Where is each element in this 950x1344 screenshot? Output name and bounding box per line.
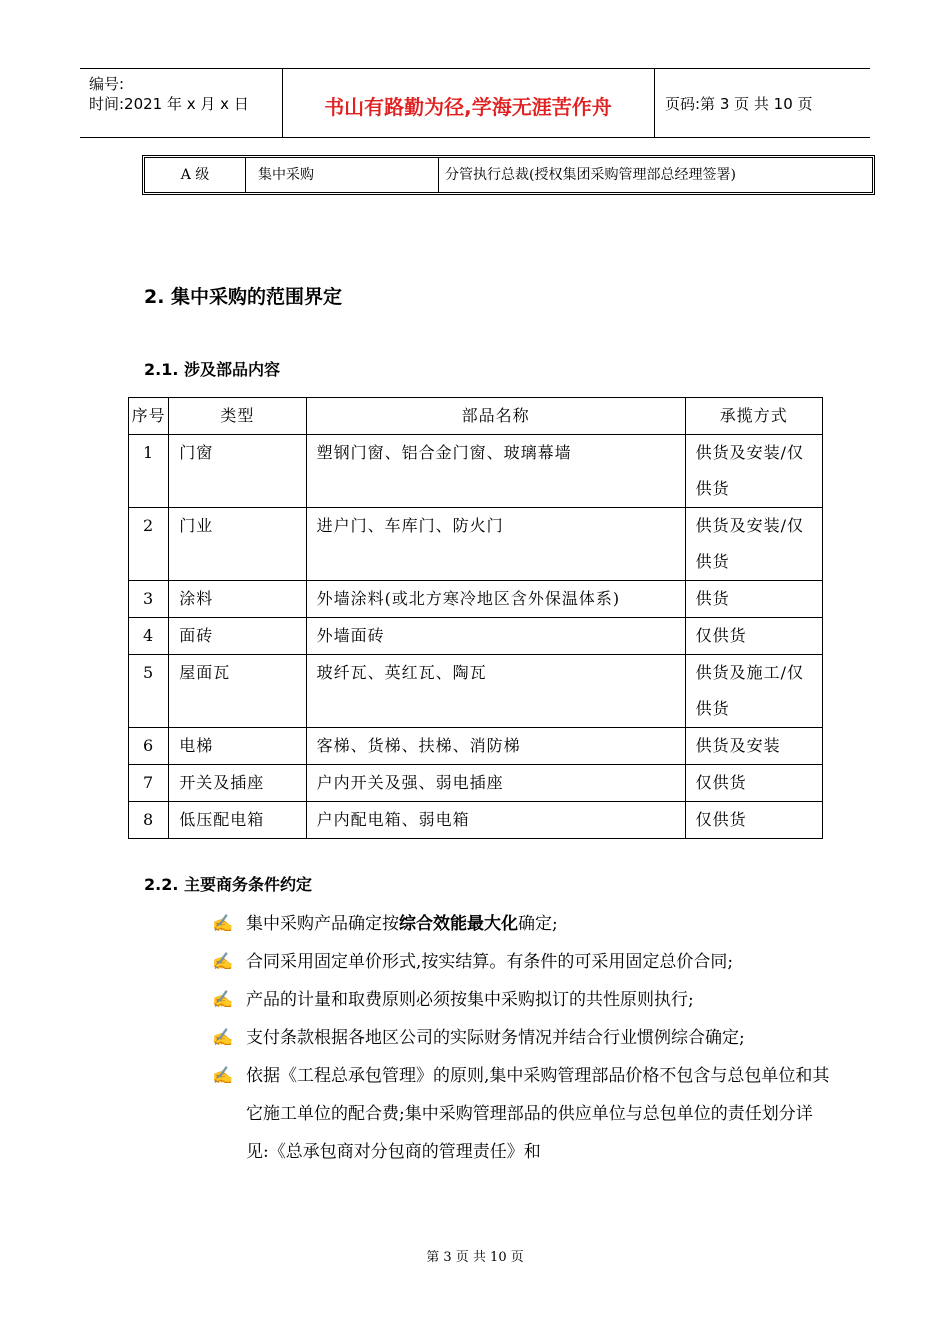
row-no: 3	[129, 581, 169, 618]
approval-type: 集中采购	[246, 158, 439, 192]
table-row	[129, 618, 823, 655]
header-page-cell	[655, 69, 870, 137]
parts-table	[128, 397, 823, 839]
list-item	[212, 981, 832, 1019]
row-method: 仅供货	[685, 618, 822, 655]
table-row	[129, 655, 823, 728]
row-no: 1	[129, 435, 169, 508]
row-type: 涂料	[169, 581, 306, 618]
row-type: 电梯	[169, 728, 306, 765]
row-name: 进户门、车库门、防火门	[306, 508, 685, 581]
approval-approver: 分管执行总裁(授权集团采购管理部总经理签署)	[445, 167, 736, 183]
header-method: 承揽方式	[685, 398, 822, 435]
row-method: 供货及安装/仅供货	[685, 435, 822, 508]
row-method: 供货及施工/仅供货	[685, 655, 822, 728]
table-header-row	[129, 398, 823, 435]
row-name: 外墙涂料(或北方寒冷地区含外保温体系)	[306, 581, 685, 618]
writing-hand-icon: ✍	[212, 1028, 234, 1048]
table-row	[129, 728, 823, 765]
list-item	[212, 943, 832, 981]
table-row	[129, 802, 823, 839]
row-method: 供货及安装/仅供货	[685, 508, 822, 581]
row-name: 塑钢门窗、铝合金门窗、玻璃幕墙	[306, 435, 685, 508]
section-2-1-heading: 2.1. 涉及部品内容	[144, 360, 280, 379]
row-method: 仅供货	[685, 765, 822, 802]
row-no: 2	[129, 508, 169, 581]
row-name: 客梯、货梯、扶梯、消防梯	[306, 728, 685, 765]
list-item	[212, 1057, 832, 1171]
section-2-heading: 2. 集中采购的范围界定	[144, 286, 343, 308]
row-no: 8	[129, 802, 169, 839]
row-no: 6	[129, 728, 169, 765]
list-item	[212, 1019, 832, 1057]
table-row	[129, 508, 823, 581]
writing-hand-icon: ✍	[212, 990, 234, 1010]
bullet-text: 确定;	[518, 914, 558, 934]
table-row	[129, 765, 823, 802]
writing-hand-icon: ✍	[212, 952, 234, 972]
table-row	[129, 435, 823, 508]
row-type: 门业	[169, 508, 306, 581]
time-label: 时间:2021 年 x 月 x 日	[89, 95, 249, 113]
approval-level: A 级	[145, 158, 246, 192]
writing-hand-icon: ✍	[212, 914, 234, 934]
bullet-text: 集中采购产品确定按	[246, 914, 399, 934]
page-header	[80, 68, 870, 138]
bullet-text: 产品的计量和取费原则必须按集中采购拟订的共性原则执行;	[246, 990, 694, 1010]
row-type: 屋面瓦	[169, 655, 306, 728]
bullet-text: 合同采用固定单价形式,按实结算。有条件的可采用固定总价合同;	[246, 952, 734, 972]
writing-hand-icon: ✍	[212, 1066, 234, 1086]
terms-list	[212, 905, 832, 1171]
row-no: 5	[129, 655, 169, 728]
header-meta-cell	[80, 69, 283, 137]
header-motto-cell	[282, 69, 655, 137]
row-no: 4	[129, 618, 169, 655]
row-type: 低压配电箱	[169, 802, 306, 839]
page-number-label: 页码:第 3 页 共 10 页	[665, 95, 813, 113]
list-item	[212, 905, 832, 943]
row-type: 开关及插座	[169, 765, 306, 802]
row-method: 供货	[685, 581, 822, 618]
row-name: 玻纤瓦、英红瓦、陶瓦	[306, 655, 685, 728]
approval-table	[142, 155, 875, 195]
row-method: 供货及安装	[685, 728, 822, 765]
row-method: 仅供货	[685, 802, 822, 839]
header-no: 序号	[129, 398, 169, 435]
row-no: 7	[129, 765, 169, 802]
header-type: 类型	[169, 398, 306, 435]
page-footer: 第 3 页 共 10 页	[426, 1250, 524, 1265]
row-name: 户内配电箱、弱电箱	[306, 802, 685, 839]
row-type: 面砖	[169, 618, 306, 655]
row-type: 门窗	[169, 435, 306, 508]
motto-text: 书山有路勤为径,学海无涯苦作舟	[324, 95, 612, 119]
header-name: 部品名称	[306, 398, 685, 435]
section-2-2-heading: 2.2. 主要商务条件约定	[144, 875, 312, 894]
bullet-text: 依据《工程总承包管理》的原则,集中采购管理部品价格不包含与总包单位和其它施工单位的配合费;集中采购管理部品的供应单位与总包单位的责任划分详见:《总承包商对分包商的管理责任》和	[246, 1066, 830, 1162]
row-name: 外墙面砖	[306, 618, 685, 655]
bullet-bold-text: 综合效能最大化	[399, 914, 518, 934]
bullet-text: 支付条款根据各地区公司的实际财务情况并结合行业惯例综合确定;	[246, 1028, 745, 1048]
table-row	[129, 581, 823, 618]
number-label: 编号:	[89, 75, 125, 93]
row-name: 户内开关及强、弱电插座	[306, 765, 685, 802]
